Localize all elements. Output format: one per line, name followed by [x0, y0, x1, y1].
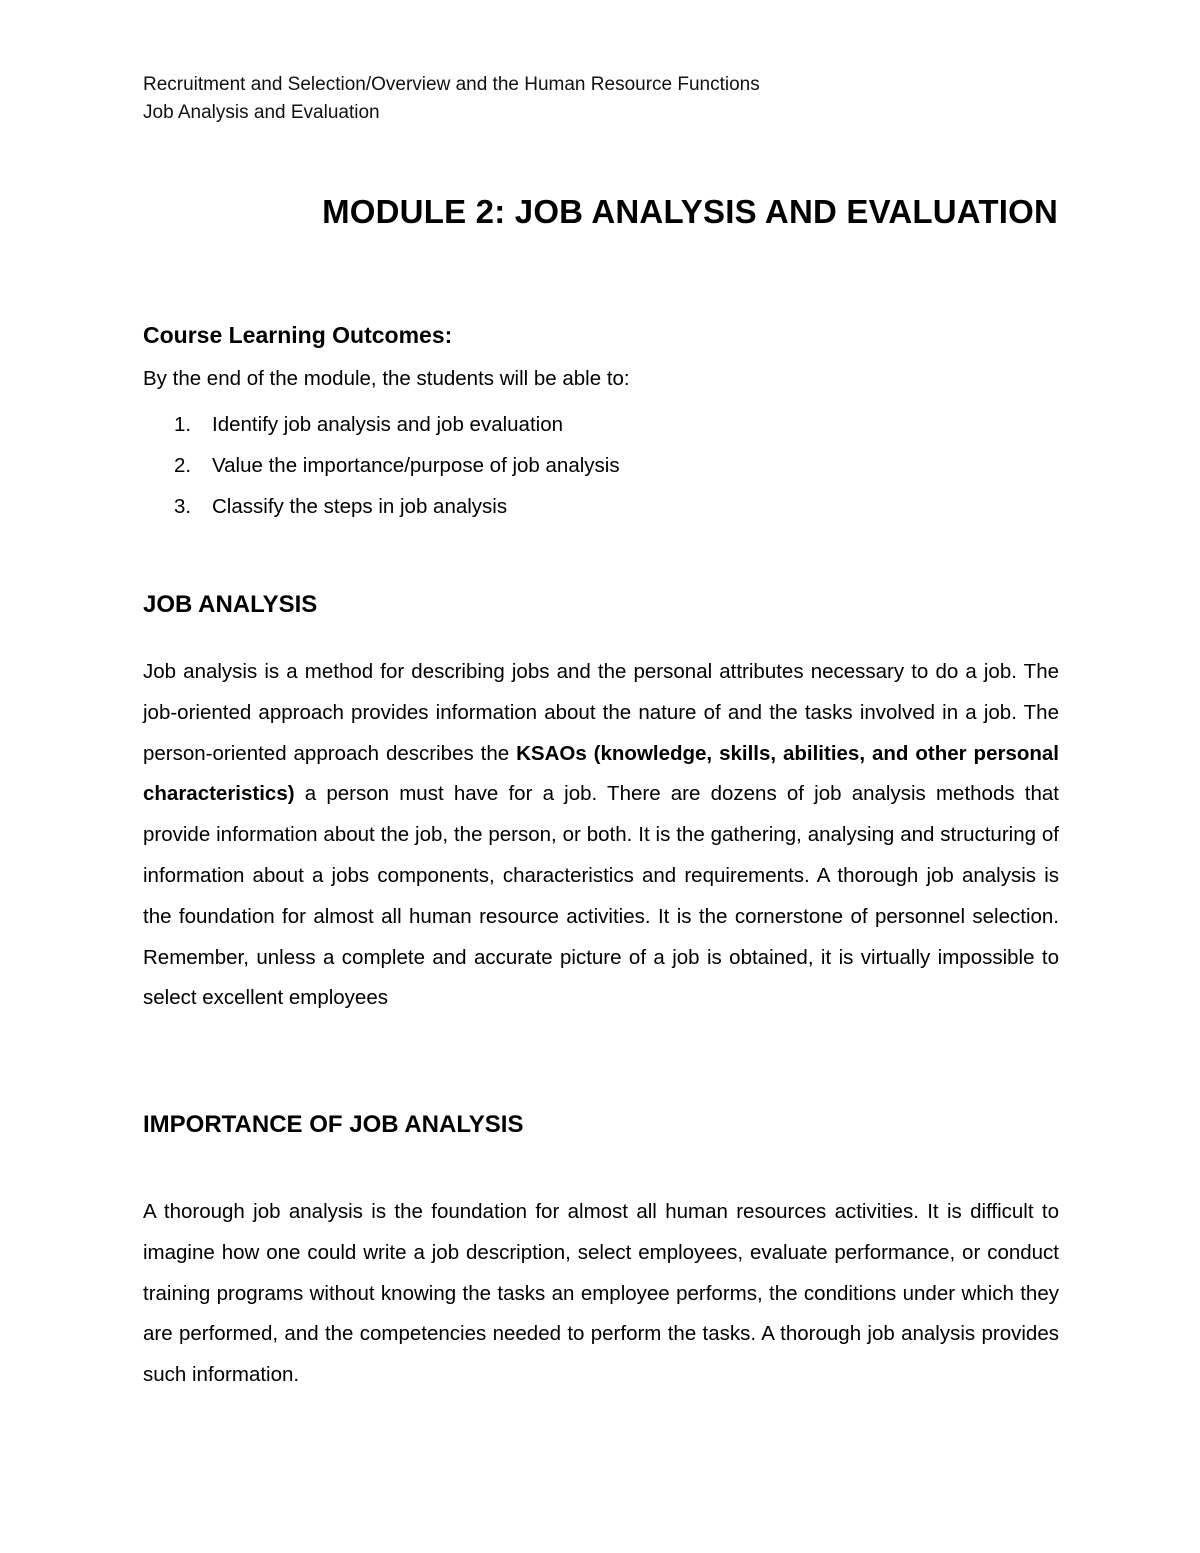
header-topic: Job Analysis and Evaluation: [143, 102, 380, 123]
outcomes-intro: By the end of the module, the students will be able to:: [143, 367, 630, 390]
list-item-number: 3.: [174, 495, 192, 518]
list-item-number: 1.: [174, 413, 192, 436]
job-analysis-heading: JOB ANALYSIS: [143, 591, 318, 618]
list-item-text: Identify job analysis and job evaluation: [212, 413, 564, 436]
ksaos-bold-text: KSAOs (knowledge, skills, abilities, and other personal characteristics): [143, 741, 1059, 806]
module-title: MODULE 2: JOB ANALYSIS AND EVALUATION: [322, 193, 1058, 230]
list-item: [174, 445, 620, 486]
list-item-number: 2.: [174, 454, 192, 477]
importance-paragraph: A thorough job analysis is the foundation for almost all human resources activities. It is difficult to imagine how one could write a job description, select employees, evaluate performance, or conduct training programs without knowing the tasks an employee performs, the conditions under which they are performed, and the competencies needed to perform the tasks. A thorough job analysis provides such information.: [143, 1200, 1059, 1387]
job-analysis-paragraph: [143, 652, 1059, 1019]
list-item-text: Value the importance/purpose of job analysis: [212, 454, 620, 477]
header-course-path: Recruitment and Selection/Overview and the Human Resource Functions: [143, 74, 760, 95]
list-item: [174, 486, 620, 527]
importance-heading: IMPORTANCE OF JOB ANALYSIS: [143, 1111, 524, 1138]
outcomes-list: [174, 404, 620, 527]
list-item: [174, 404, 620, 445]
running-header: [143, 71, 760, 127]
outcomes-heading: Course Learning Outcomes:: [143, 322, 453, 348]
paragraph-text: a person must have for a job. There are dozens of job analysis methods that provide information about the job, the person, or both. It is the gathering, analysing and structuring of information about a jobs components, characteristics and requirements. A thorough job analysis is the foundation for almost all human resource activities. It is the cornerstone of personnel selection. Remember, unless a complete and accurate picture of a job is obtained, it is virtually impossible to select excellent employees: [143, 782, 1059, 1010]
paragraph-text: Job analysis is a method for describing jobs and the personal attributes necessary to do a job. The job-oriented approach provides information about the nature of and the tasks involved in a job. The person-oriented approach describes the: [143, 660, 1059, 765]
list-item-text: Classify the steps in job analysis: [212, 495, 508, 518]
